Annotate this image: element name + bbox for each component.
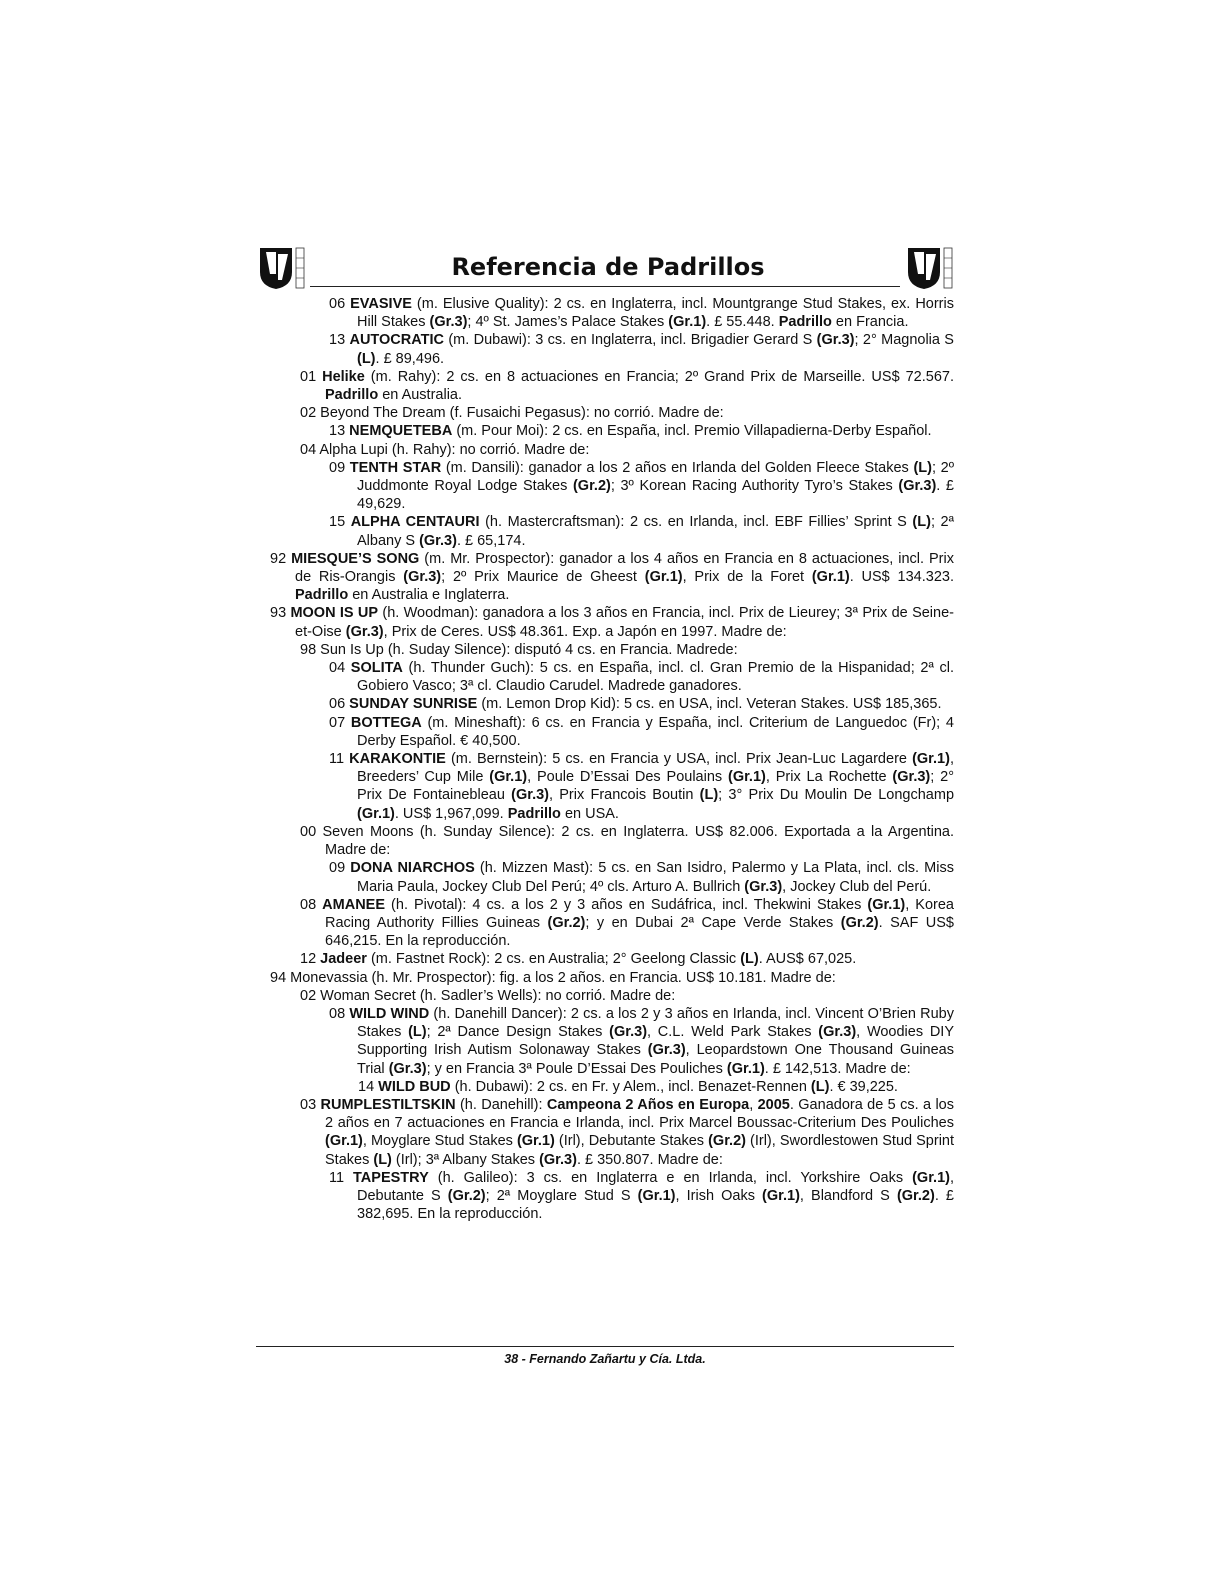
pedigree-entry: [270, 714, 954, 750]
entry-text: 11: [329, 751, 350, 768]
entry-bold-text: EVASIVE: [350, 296, 412, 312]
entry-text: , Moyglare Stud Stakes: [362, 1133, 517, 1150]
entry-text: 92: [270, 550, 292, 567]
entry-bold-text: (Gr.1): [325, 1133, 363, 1150]
entry-bold-text: (L): [357, 350, 376, 367]
entry-text: , Prix Francois Boutin: [549, 787, 700, 804]
entry-text: 13: [329, 423, 350, 440]
entry-bold-text: Campeona 2 Años en Europa: [546, 1096, 750, 1113]
entry-text: 02 Beyond The Dream (f. Fusaichi Pegasus): no corrió. Madre de:: [300, 405, 724, 422]
entry-text: , Woodies DIY Supporting Irish Autism Solonaway Stakes: [357, 1024, 955, 1059]
entry-text: . £ 142,513. Madre de:: [764, 1060, 911, 1077]
entry-bold-text: 2005: [757, 1096, 790, 1113]
entry-bold-text: (Gr.2): [708, 1133, 746, 1150]
entry-bold-text: Padrillo: [778, 314, 832, 331]
entry-bold-text: MIESQUE’S SONG: [291, 550, 420, 567]
pedigree-list: [270, 295, 954, 1223]
footer-divider: [256, 1346, 954, 1347]
entry-bold-text: (Gr.3): [429, 314, 468, 331]
pedigree-entry: [270, 331, 954, 367]
entry-bold-text: (Gr.1): [644, 569, 683, 586]
entry-text: (h. Mizzen Mast): 5 cs. en San Isidro, Palermo y La Plata, incl. cls. Miss Maria Paula, Jockey Club Del Perú; 4º cls. Arturo A. Bullrich: [357, 860, 954, 895]
entry-bold-text: (Gr.3): [388, 1060, 427, 1077]
entry-bold-text: (Gr.1): [912, 1169, 950, 1186]
entry-text: ; 2º Prix Maurice de Gheest: [441, 569, 645, 586]
pedigree-entry: [270, 987, 954, 1005]
entry-text: ; 2° Prix De Fontainebleau: [357, 769, 954, 804]
entry-bold-text: (Gr.1): [357, 805, 395, 822]
entry-text: ; 3° Prix Du Moulin De Longchamp: [718, 787, 955, 804]
entry-text: (m. Mr. Prospector): ganador a los 4 años en Francia en 8 actuaciones, incl. Prix de Ris-Orangis: [295, 550, 954, 586]
entry-bold-text: (Gr.1): [867, 896, 906, 913]
pedigree-entry: [270, 823, 954, 859]
pedigree-entry: [270, 641, 954, 659]
entry-text: ,: [749, 1096, 758, 1113]
entry-text: , Jockey Club del Perú.: [782, 878, 932, 895]
shield-logo-icon: [258, 244, 310, 290]
pedigree-entry: [270, 950, 954, 968]
pedigree-entry: [270, 1005, 954, 1078]
entry-text: (m. Dansili): ganador a los 2 años en Irlanda del Golden Fleece Stakes: [441, 459, 914, 476]
entry-text: , Blandford S: [799, 1187, 897, 1204]
entry-bold-text: (Gr.2): [447, 1187, 486, 1204]
entry-text: ; y en Francia 3ª Poule D’Essai Des Pouliches: [426, 1060, 727, 1077]
entry-text: . Ganadora de 5 cs. a los 2 años en 7 actuaciones en Francia e Irlanda, incl. Prix Marcel Boussac-Criterium Des Pouliches: [325, 1096, 954, 1132]
entry-text: , Irish Oaks: [675, 1187, 763, 1204]
entry-bold-text: AUTOCRATIC: [349, 332, 444, 349]
pedigree-entry: [270, 969, 954, 987]
entry-text: (h. Pivotal): 4 cs. a los 2 y 3 años en Sudáfrica, incl. Thekwini Stakes: [385, 896, 868, 913]
entry-bold-text: (Gr.1): [516, 1133, 555, 1150]
pedigree-entry: [270, 404, 954, 422]
entry-text: 01: [300, 368, 323, 385]
entry-bold-text: (Gr.1): [489, 769, 528, 786]
entry-bold-text: (Gr.2): [547, 914, 586, 931]
pedigree-entry: [270, 896, 954, 951]
entry-text: (h. Galileo): 3 cs. en Inglaterra e en Irlanda, incl. Yorkshire Oaks: [428, 1169, 913, 1186]
entry-bold-text: (Gr.3): [898, 478, 937, 495]
entry-bold-text: Helike: [322, 368, 365, 385]
entry-bold-text: (Gr.3): [816, 332, 855, 349]
entry-bold-text: (Gr.3): [403, 569, 442, 586]
entry-text: 04 Alpha Lupi (h. Rahy): no corrió. Madre de:: [300, 441, 590, 458]
entry-text: 13: [329, 332, 350, 349]
entry-text: ; y en Dubai 2ª Cape Verde Stakes: [585, 914, 841, 931]
entry-text: ; 2ª Moyglare Stud S: [485, 1187, 638, 1204]
entry-text: 02 Woman Secret (h. Sadler’s Wells): no corrió. Madre de:: [300, 987, 676, 1004]
pedigree-entry: [270, 1096, 954, 1169]
entry-text: . £ 65,174.: [456, 532, 526, 549]
pedigree-entry: [270, 859, 954, 895]
entry-bold-text: Padrillo: [507, 805, 561, 822]
entry-text: (m. Fastnet Rock): 2 cs. en Australia; 2° Geelong Classic: [366, 951, 741, 968]
entry-bold-text: (Gr.3): [419, 532, 457, 549]
title-underline: [310, 286, 900, 287]
entry-bold-text: AMANEE: [322, 896, 386, 913]
entry-bold-text: RUMPLESTILTSKIN: [320, 1096, 456, 1113]
entry-bold-text: (Gr.3): [892, 769, 931, 786]
entry-text: (h. Danehill Dancer): 2 cs. a los 2 y 3 años en Irlanda, incl. Vincent O’Brien Ruby Stakes: [357, 1005, 954, 1041]
entry-text: , Prix La Rochette: [765, 769, 893, 786]
entry-text: 07: [329, 714, 351, 731]
entry-text: , Prix de Ceres. US$ 48.361. Exp. a Japón en 1997. Madre de:: [383, 623, 787, 640]
entry-bold-text: (Gr.1): [762, 1187, 800, 1204]
entry-bold-text: (L): [373, 1151, 392, 1168]
entry-text: , Debutante S: [357, 1169, 954, 1204]
pedigree-entry: [270, 604, 954, 640]
page-title: Referencia de Padrillos: [451, 253, 765, 281]
entry-text: (h. Woodman): ganadora a los 3 años en Francia, incl. Prix de Lieurey; 3ª Prix de Seine-et-Oise: [295, 605, 954, 640]
entry-text: ; 4º St. James’s Palace Stakes: [467, 314, 669, 331]
entry-text: (Irl), Debutante Stakes: [554, 1133, 709, 1150]
entry-text: 08: [329, 1005, 350, 1022]
entry-bold-text: ALPHA CENTAURI: [350, 514, 480, 531]
entry-bold-text: Jadeer: [320, 951, 367, 968]
entry-text: 03: [300, 1096, 321, 1113]
entry-text: , Breeders’ Cup Mile: [357, 751, 954, 786]
entry-bold-text: (Gr.2): [840, 914, 879, 931]
pedigree-entry: [270, 368, 954, 404]
entry-text: (h. Dubawi): 2 cs. en Fr. y Alem., incl. Benazet-Rennen: [450, 1078, 811, 1095]
entry-text: 09: [329, 860, 351, 877]
entry-bold-text: SOLITA: [350, 660, 403, 677]
entry-text: , Poule D’Essai Des Poulains: [527, 769, 728, 786]
entry-bold-text: (L): [740, 951, 759, 968]
entry-text: ; 2° Magnolia S: [854, 332, 954, 349]
entry-text: 93: [270, 605, 291, 622]
entry-bold-text: (Gr.3): [818, 1024, 857, 1041]
entry-bold-text: (L): [912, 514, 931, 531]
entry-text: 00 Seven Moons (h. Sunday Silence): 2 cs. en Inglaterra. US$ 82.006. Exportada a la Argentina. Madre de:: [300, 823, 954, 859]
entry-text: 12: [300, 951, 321, 968]
entry-bold-text: MOON IS UP: [290, 605, 379, 622]
entry-bold-text: KARAKONTIE: [349, 751, 446, 768]
entry-bold-text: (Gr.1): [726, 1060, 765, 1077]
entry-text: 98 Sun Is Up (h. Suday Silence): disputó 4 cs. en Francia. Madrede:: [300, 641, 738, 658]
entry-text: . AUS$ 67,025.: [758, 951, 857, 968]
entry-text: . US$ 134.323.: [849, 569, 954, 586]
pedigree-entry: [270, 1078, 954, 1096]
entry-text: , C.L. Weld Park Stakes: [647, 1024, 819, 1041]
entry-text: 09: [329, 459, 350, 476]
entry-bold-text: DONA NIARCHOS: [350, 860, 475, 877]
entry-bold-text: (Gr.1): [811, 569, 850, 586]
entry-text: . £ 49,629.: [357, 478, 954, 513]
entry-text: , Korea Racing Authority Fillies Guineas: [325, 896, 954, 931]
entry-text: 06: [329, 696, 350, 713]
entry-text: (m. Rahy): 2 cs. en 8 actuaciones en Francia; 2º Grand Prix de Marseille. US$ 72.567.: [364, 368, 954, 385]
entry-bold-text: NEMQUETEBA: [349, 423, 453, 440]
entry-bold-text: (L): [810, 1078, 830, 1095]
entry-text: 94 Monevassia (h. Mr. Prospector): fig. a los 2 años. en Francia. US$ 10.181. Madre de:: [270, 969, 836, 986]
entry-text: (h. Mastercraftsman): 2 cs. en Irlanda, incl. EBF Fillies’ Sprint S: [479, 514, 913, 531]
entry-text: ; 2ª Albany S: [357, 514, 954, 549]
entry-bold-text: (Gr.3): [647, 1042, 686, 1059]
entry-text: (m. Mineshaft): 6 cs. en Francia y España, incl. Criterium de Languedoc (Fr); 4 Derby Español. € 40,500.: [357, 714, 954, 749]
entry-text: 15: [329, 514, 351, 531]
entry-bold-text: (Gr.3): [539, 1151, 577, 1168]
entry-text: en Australia.: [378, 387, 463, 404]
entry-text: (m. Bernstein): 5 cs. en Francia y USA, incl. Prix Jean-Luc Lagardere: [445, 751, 913, 768]
entry-text: 14: [358, 1078, 379, 1095]
entry-text: 06: [329, 296, 351, 312]
entry-text: , Leopardstown One Thousand Guineas Trial: [357, 1042, 954, 1077]
pedigree-entry: [270, 1169, 954, 1224]
pedigree-entry: [270, 695, 954, 713]
entry-bold-text: BOTTEGA: [350, 714, 422, 731]
pedigree-entry: [270, 750, 954, 823]
entry-text: en USA.: [560, 805, 619, 822]
entry-bold-text: (Gr.3): [609, 1024, 648, 1041]
entry-text: 04: [329, 660, 351, 677]
entry-text: (h. Danehill):: [455, 1096, 547, 1113]
entry-bold-text: (Gr.1): [912, 751, 950, 768]
entry-bold-text: (L): [699, 787, 719, 804]
page-footer: 38 - Fernando Zañartu y Cía. Ltda.: [504, 1352, 706, 1366]
pedigree-entry: [270, 459, 954, 514]
entry-text: . £ 382,695. En la reproducción.: [357, 1187, 954, 1223]
pedigree-entry: [270, 295, 954, 331]
entry-bold-text: (Gr.2): [896, 1187, 935, 1204]
entry-text: (h. Thunder Guch): 5 cs. en España, incl. cl. Gran Premio de la Hispanidad; 2ª cl. Gobiero Vasco; 3ª cl. Claudio Carudel. Madrede ganadores.: [357, 660, 954, 695]
entry-text: ; 3º Korean Racing Authority Tyro’s Stakes: [610, 478, 899, 495]
entry-bold-text: (Gr.1): [637, 1187, 676, 1204]
entry-bold-text: (Gr.2): [572, 478, 611, 495]
entry-text: ; 2ª Dance Design Stakes: [426, 1024, 610, 1041]
entry-bold-text: WILD BUD: [378, 1078, 451, 1095]
entry-bold-text: TAPESTRY: [353, 1169, 429, 1186]
entry-bold-text: WILD WIND: [349, 1005, 430, 1022]
entry-bold-text: (Gr.3): [744, 878, 783, 895]
pedigree-entry: [270, 513, 954, 549]
entry-text: 11: [329, 1169, 354, 1186]
entry-bold-text: (Gr.1): [727, 769, 766, 786]
entry-text: . € 39,225.: [829, 1078, 898, 1095]
pedigree-entry: [270, 550, 954, 605]
entry-text: 08: [300, 896, 323, 913]
entry-text: . US$ 1,967,099.: [394, 805, 508, 822]
pedigree-entry: [270, 441, 954, 459]
entry-text: (Irl), Swordlestowen Stud Sprint Stakes: [325, 1133, 955, 1168]
entry-text: . SAF US$ 646,215. En la reproducción.: [325, 914, 954, 950]
entry-text: (Irl); 3ª Albany Stakes: [391, 1151, 540, 1168]
entry-text: ; 2º Juddmonte Royal Lodge Stakes: [357, 459, 954, 495]
entry-bold-text: (Gr.1): [668, 314, 707, 331]
entry-text: . £ 89,496.: [375, 350, 445, 367]
entry-bold-text: SUNDAY SUNRISE: [349, 696, 478, 713]
page-header: [258, 244, 970, 290]
entry-bold-text: (L): [408, 1024, 427, 1041]
entry-bold-text: (Gr.3): [345, 623, 384, 640]
entry-text: . £ 55.448.: [706, 314, 779, 331]
entry-bold-text: (L): [913, 459, 932, 476]
entry-text: , Prix de la Foret: [682, 569, 812, 586]
entry-bold-text: Padrillo: [295, 587, 349, 604]
entry-bold-text: (Gr.3): [511, 787, 549, 804]
entry-text: (m. Pour Moi): 2 cs. en España, incl. Premio Villapadierna-Derby Español.: [452, 423, 932, 440]
entry-text: en Australia e Inglaterra.: [348, 587, 510, 604]
entry-text: . £ 350.807. Madre de:: [576, 1151, 723, 1168]
entry-text: (m. Lemon Drop Kid): 5 cs. en USA, incl. Veteran Stakes. US$ 185,365.: [477, 696, 942, 713]
entry-text: (m. Elusive Quality): 2 cs. en Inglaterra, incl. Mountgrange Stud Stakes, ex. Horris Hill Stakes: [357, 296, 954, 331]
entry-text: en Francia.: [831, 314, 909, 331]
entry-text: (m. Dubawi): 3 cs. en Inglaterra, incl. Brigadier Gerard S: [444, 332, 817, 349]
shield-logo-icon: [906, 244, 958, 290]
entry-bold-text: TENTH STAR: [349, 459, 442, 476]
pedigree-entry: [270, 422, 954, 440]
entry-bold-text: Padrillo: [325, 387, 379, 404]
pedigree-entry: [270, 659, 954, 695]
